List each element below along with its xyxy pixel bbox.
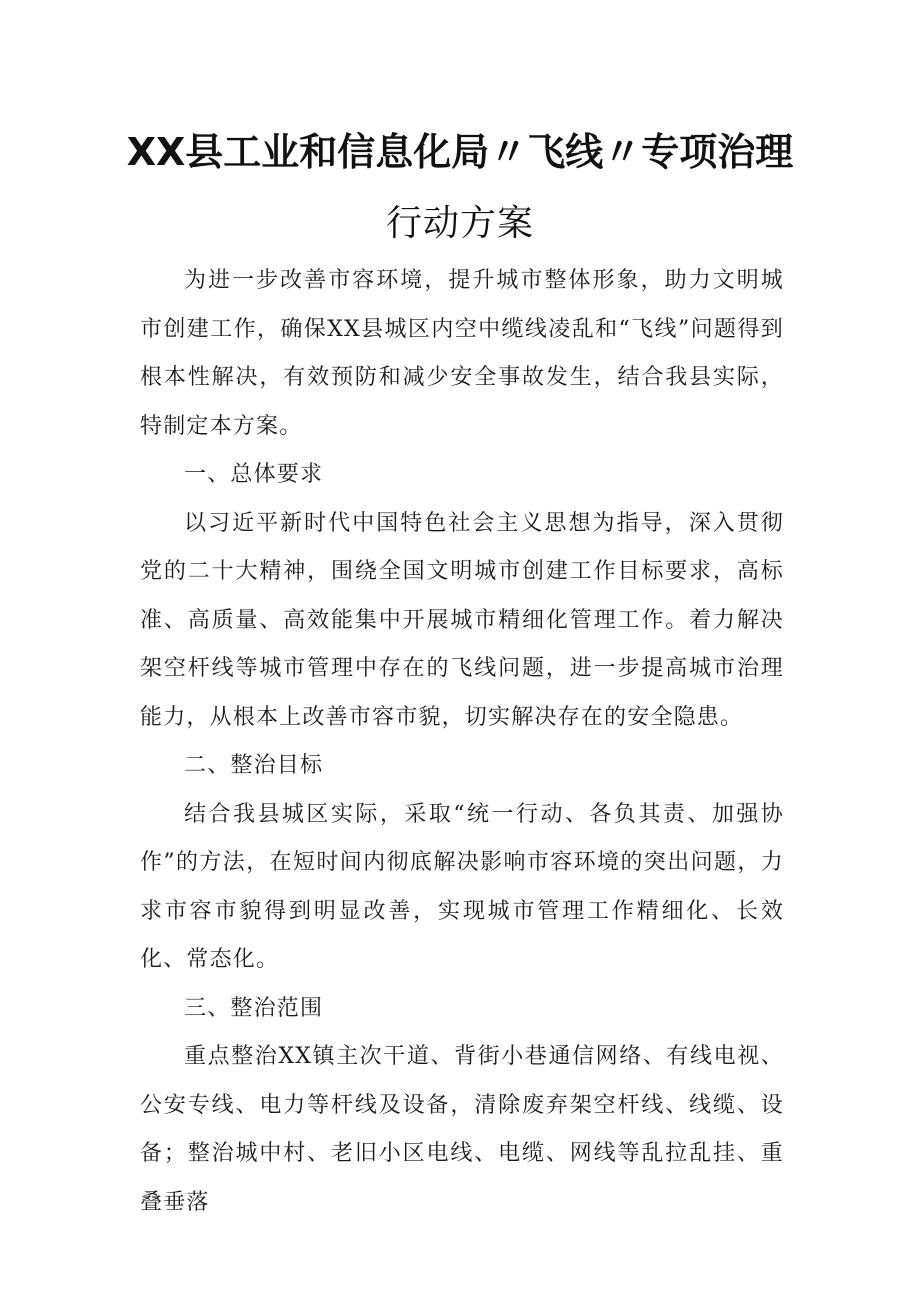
intro-paragraph: 为进一步改善市容环境，提升城市整体形象，助力文明城市创建工作，确保XX县城区内空中缆线凌乱和“飞线”问题得到根本性解决，有效预防和减少安全事故发生，结合我县实际，特制定本方案。 (140, 268, 784, 439)
document-body (140, 257, 784, 1227)
section-heading-scope: 三、整治范围 (184, 995, 324, 1021)
section-body-scope: 重点整治XX镇主次干道、背街小巷通信网络、有线电视、公安专线、电力等杆线及设备，清除废弃架空杆线、线缆、设备；整治城中村、老旧小区电线、电缆、网线等乱拉乱挂、重叠垂落 (140, 1044, 784, 1215)
document-title-line-1: XX县工业和信息化局〃飞线〃专项治理 (126, 130, 794, 174)
section-body-goals: 结合我县城区实际，采取“统一行动、各负其责、加强协作”的方法，在短时间内彻底解决影响市容环境的突出问题，力求市容市貌得到明显改善，实现城市管理工作精细化、长效化、常态化。 (140, 801, 784, 972)
document-title-line-2: 行动方案 (385, 203, 534, 244)
section-body-overall-requirements: 以习近平新时代中国特色社会主义思想为指导，深入贯彻党的二十大精神，围绕全国文明城市创建工作目标要求，高标准、高质量、高效能集中开展城市精细化管理工作。着力解决架空杆线等城市管理中存在的飞线问题，进一步提高城市治理能力，从根本上改善市容市貌，切实解决存在的安全隐患。 (140, 510, 784, 730)
section-heading-goals: 二、整治目标 (184, 753, 324, 778)
section-heading-overall-requirements: 一、总体要求 (184, 462, 324, 487)
